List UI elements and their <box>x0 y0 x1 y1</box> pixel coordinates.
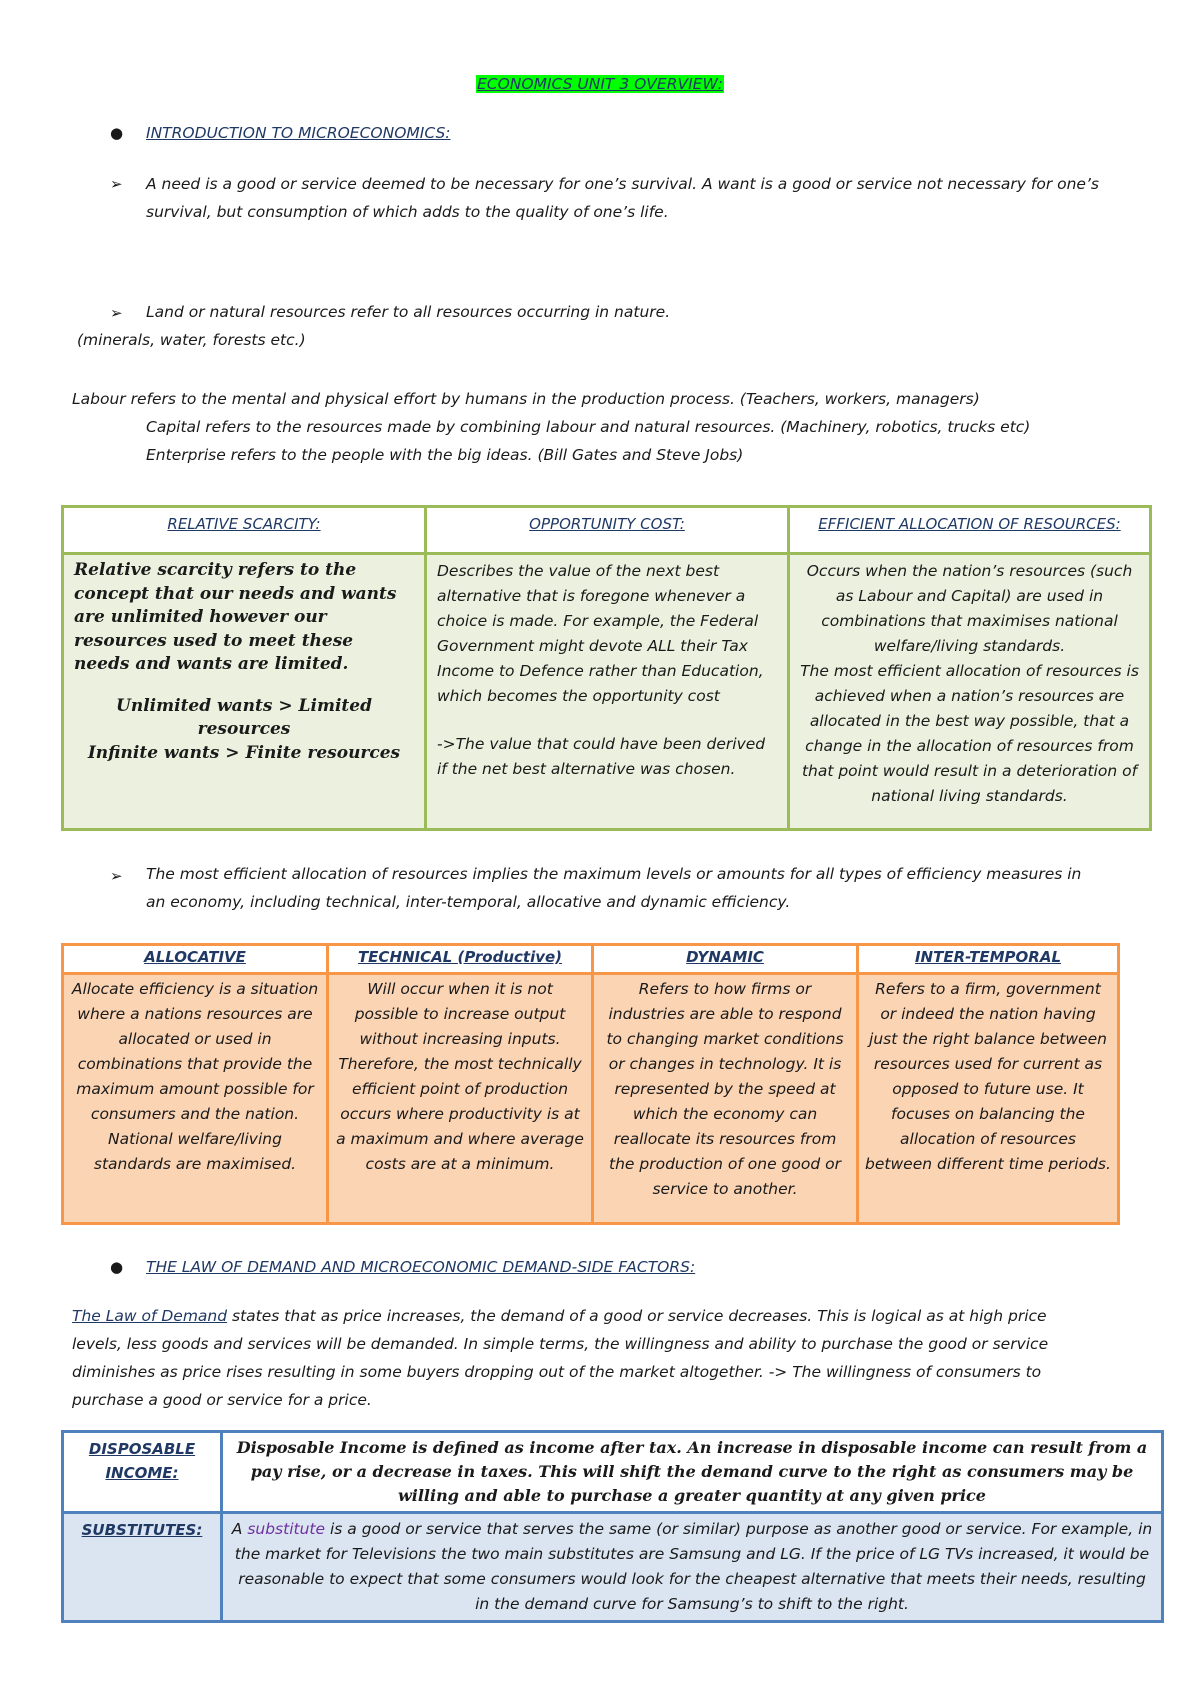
efficient-definition-1: Occurs when the nation’s resources (such as Labour and Capital) are used in combinations that maximises national welfare/living standards. <box>806 562 1133 655</box>
cell-opportunity-cost <box>426 554 789 830</box>
efficiency-paragraph <box>146 860 1166 916</box>
scarcity-line-1: Unlimited wants > Limited resources <box>116 695 372 739</box>
bullet-icon: ● <box>110 1258 124 1276</box>
capital-text: Capital refers to the resources made by combining labour and natural resources. (Machinery, robotics, trucks etc) <box>146 418 1031 436</box>
need-want-line-1: A need is a good or service deemed to be necessary for one’s survival. A want is a good or service not necessary for one’s <box>146 175 1099 193</box>
cell-technical: Will occur when it is not possible to increase output without increasing inputs. Therefore, the most technically efficient point of production occurs where productivity is at a maximum and where average costs are at a minimum. <box>328 974 593 1224</box>
header-relative-scarcity: RELATIVE SCARCITY: <box>63 507 426 554</box>
cell-relative-scarcity <box>63 554 426 830</box>
land-text: Land or natural resources refer to all resources occurring in nature. <box>146 303 671 321</box>
section-heading-law-of-demand: THE LAW OF DEMAND AND MICROECONOMIC DEMAND-SIDE FACTORS: <box>146 1258 696 1276</box>
text-disposable-income: Disposable Income is defined as income after tax. An increase in disposable income can result from a pay rise, or a decrease in taxes. This will shift the demand curve to the right as consumers may be willing and able to purchase a greater quantity at any given price <box>222 1432 1163 1513</box>
demand-factors-table <box>61 1430 1164 1623</box>
opportunity-note: ->The value that could have been derived if the net best alternative was chosen. <box>437 735 766 778</box>
need-want-paragraph <box>146 170 1166 226</box>
label-disposable-income: DISPOSABLE INCOME: <box>63 1432 222 1513</box>
header-technical: TECHNICAL (Productive) <box>328 945 593 974</box>
law-line-2: levels, less goods and services will be demanded. In simple terms, the willingness and ability to purchase the good or service <box>72 1335 1049 1353</box>
substitutes-text-post: is a good or service that serves the same (or similar) purpose as another good or service. For example, in the market for Televisions the two main substitutes are Samsung and LG. If the price of LG TVs increased, it would be reasonable to expect that some consumers would look for the cheapest alternative that meets their needs, resulting in the demand curve for Samsung’s to shift to the right. <box>234 1520 1153 1613</box>
scarcity-definition: Relative scarcity refers to the concept that our needs and wants are unlimited however our resources used to meet these needs and wants are limited. <box>74 560 397 674</box>
law-of-demand-paragraph <box>72 1302 1162 1414</box>
cell-inter-temporal: Refers to a firm, government or indeed the nation having just the right balance between resources used for current as opposed to future use. It focuses on balancing the allocation of resources between different time periods. <box>858 974 1119 1224</box>
arrow-bullet-icon: ➢ <box>110 304 123 322</box>
need-want-line-2: survival, but consumption of which adds to the quality of one’s life. <box>146 203 669 221</box>
efficiency-line-2: an economy, including technical, inter-temporal, allocative and dynamic efficiency. <box>146 893 791 911</box>
scarcity-table <box>61 505 1152 831</box>
opportunity-definition: Describes the value of the next best alternative that is foregone whenever a choice is made. For example, the Federal Government might devote ALL their Tax Income to Defence rather than Education, which becomes the opportunity cost <box>437 562 764 705</box>
cell-efficient-allocation <box>789 554 1151 830</box>
header-efficient-allocation: EFFICIENT ALLOCATION OF RESOURCES: <box>789 507 1151 554</box>
law-of-demand-term: The Law of Demand <box>72 1307 228 1325</box>
enterprise-text: Enterprise refers to the people with the big ideas. (Bill Gates and Steve Jobs) <box>146 446 744 464</box>
substitute-term: substitute <box>247 1520 326 1538</box>
header-allocative: ALLOCATIVE <box>63 945 328 974</box>
header-inter-temporal: INTER-TEMPORAL <box>858 945 1119 974</box>
substitutes-text-pre: A <box>231 1520 248 1538</box>
label-substitutes: SUBSTITUTES: <box>63 1513 222 1622</box>
scarcity-line-2: Infinite wants > Finite resources <box>87 742 401 763</box>
efficient-definition-2: The most efficient allocation of resources is achieved when a nation’s resources are allocated in the best way possible, that a change in the allocation of resources from that point would result in a deterioration of national living standards. <box>800 662 1139 805</box>
labour-text: Labour refers to the mental and physical effort by humans in the production process. (Teachers, workers, managers) <box>72 390 980 408</box>
cell-dynamic: Refers to how firms or industries are able to respond to changing market conditions or changes in technology. It is represented by the speed at which the economy can reallocate its resources from the production of one good or service to another. <box>593 974 858 1224</box>
law-line-4: purchase a good or service for a price. <box>72 1391 372 1409</box>
arrow-bullet-icon: ➢ <box>110 867 123 885</box>
text-substitutes <box>222 1513 1163 1622</box>
header-dynamic: DYNAMIC <box>593 945 858 974</box>
law-line-3: diminishes as price rises resulting in some buyers dropping out of the market altogether. -> The willingness of consumers to <box>72 1363 1042 1381</box>
bullet-icon: ● <box>110 124 124 142</box>
law-line-1: states that as price increases, the demand of a good or service decreases. This is logical as at high price <box>227 1307 1047 1325</box>
cell-allocative: Allocate efficiency is a situation where a nations resources are allocated or used in combinations that provide the maximum amount possible for consumers and the nation. National welfare/living standards are maximised. <box>63 974 328 1224</box>
efficiency-line-1: The most efficient allocation of resources implies the maximum levels or amounts for all types of efficiency measures in <box>146 865 1082 883</box>
header-opportunity-cost: OPPORTUNITY COST: <box>426 507 789 554</box>
efficiency-types-table <box>61 943 1120 1225</box>
section-heading-microeconomics: INTRODUCTION TO MICROECONOMICS: <box>146 124 451 142</box>
page-title: ECONOMICS UNIT 3 OVERVIEW: <box>476 75 723 93</box>
arrow-bullet-icon: ➢ <box>110 175 123 193</box>
land-examples: (minerals, water, forests etc.) <box>77 331 306 349</box>
